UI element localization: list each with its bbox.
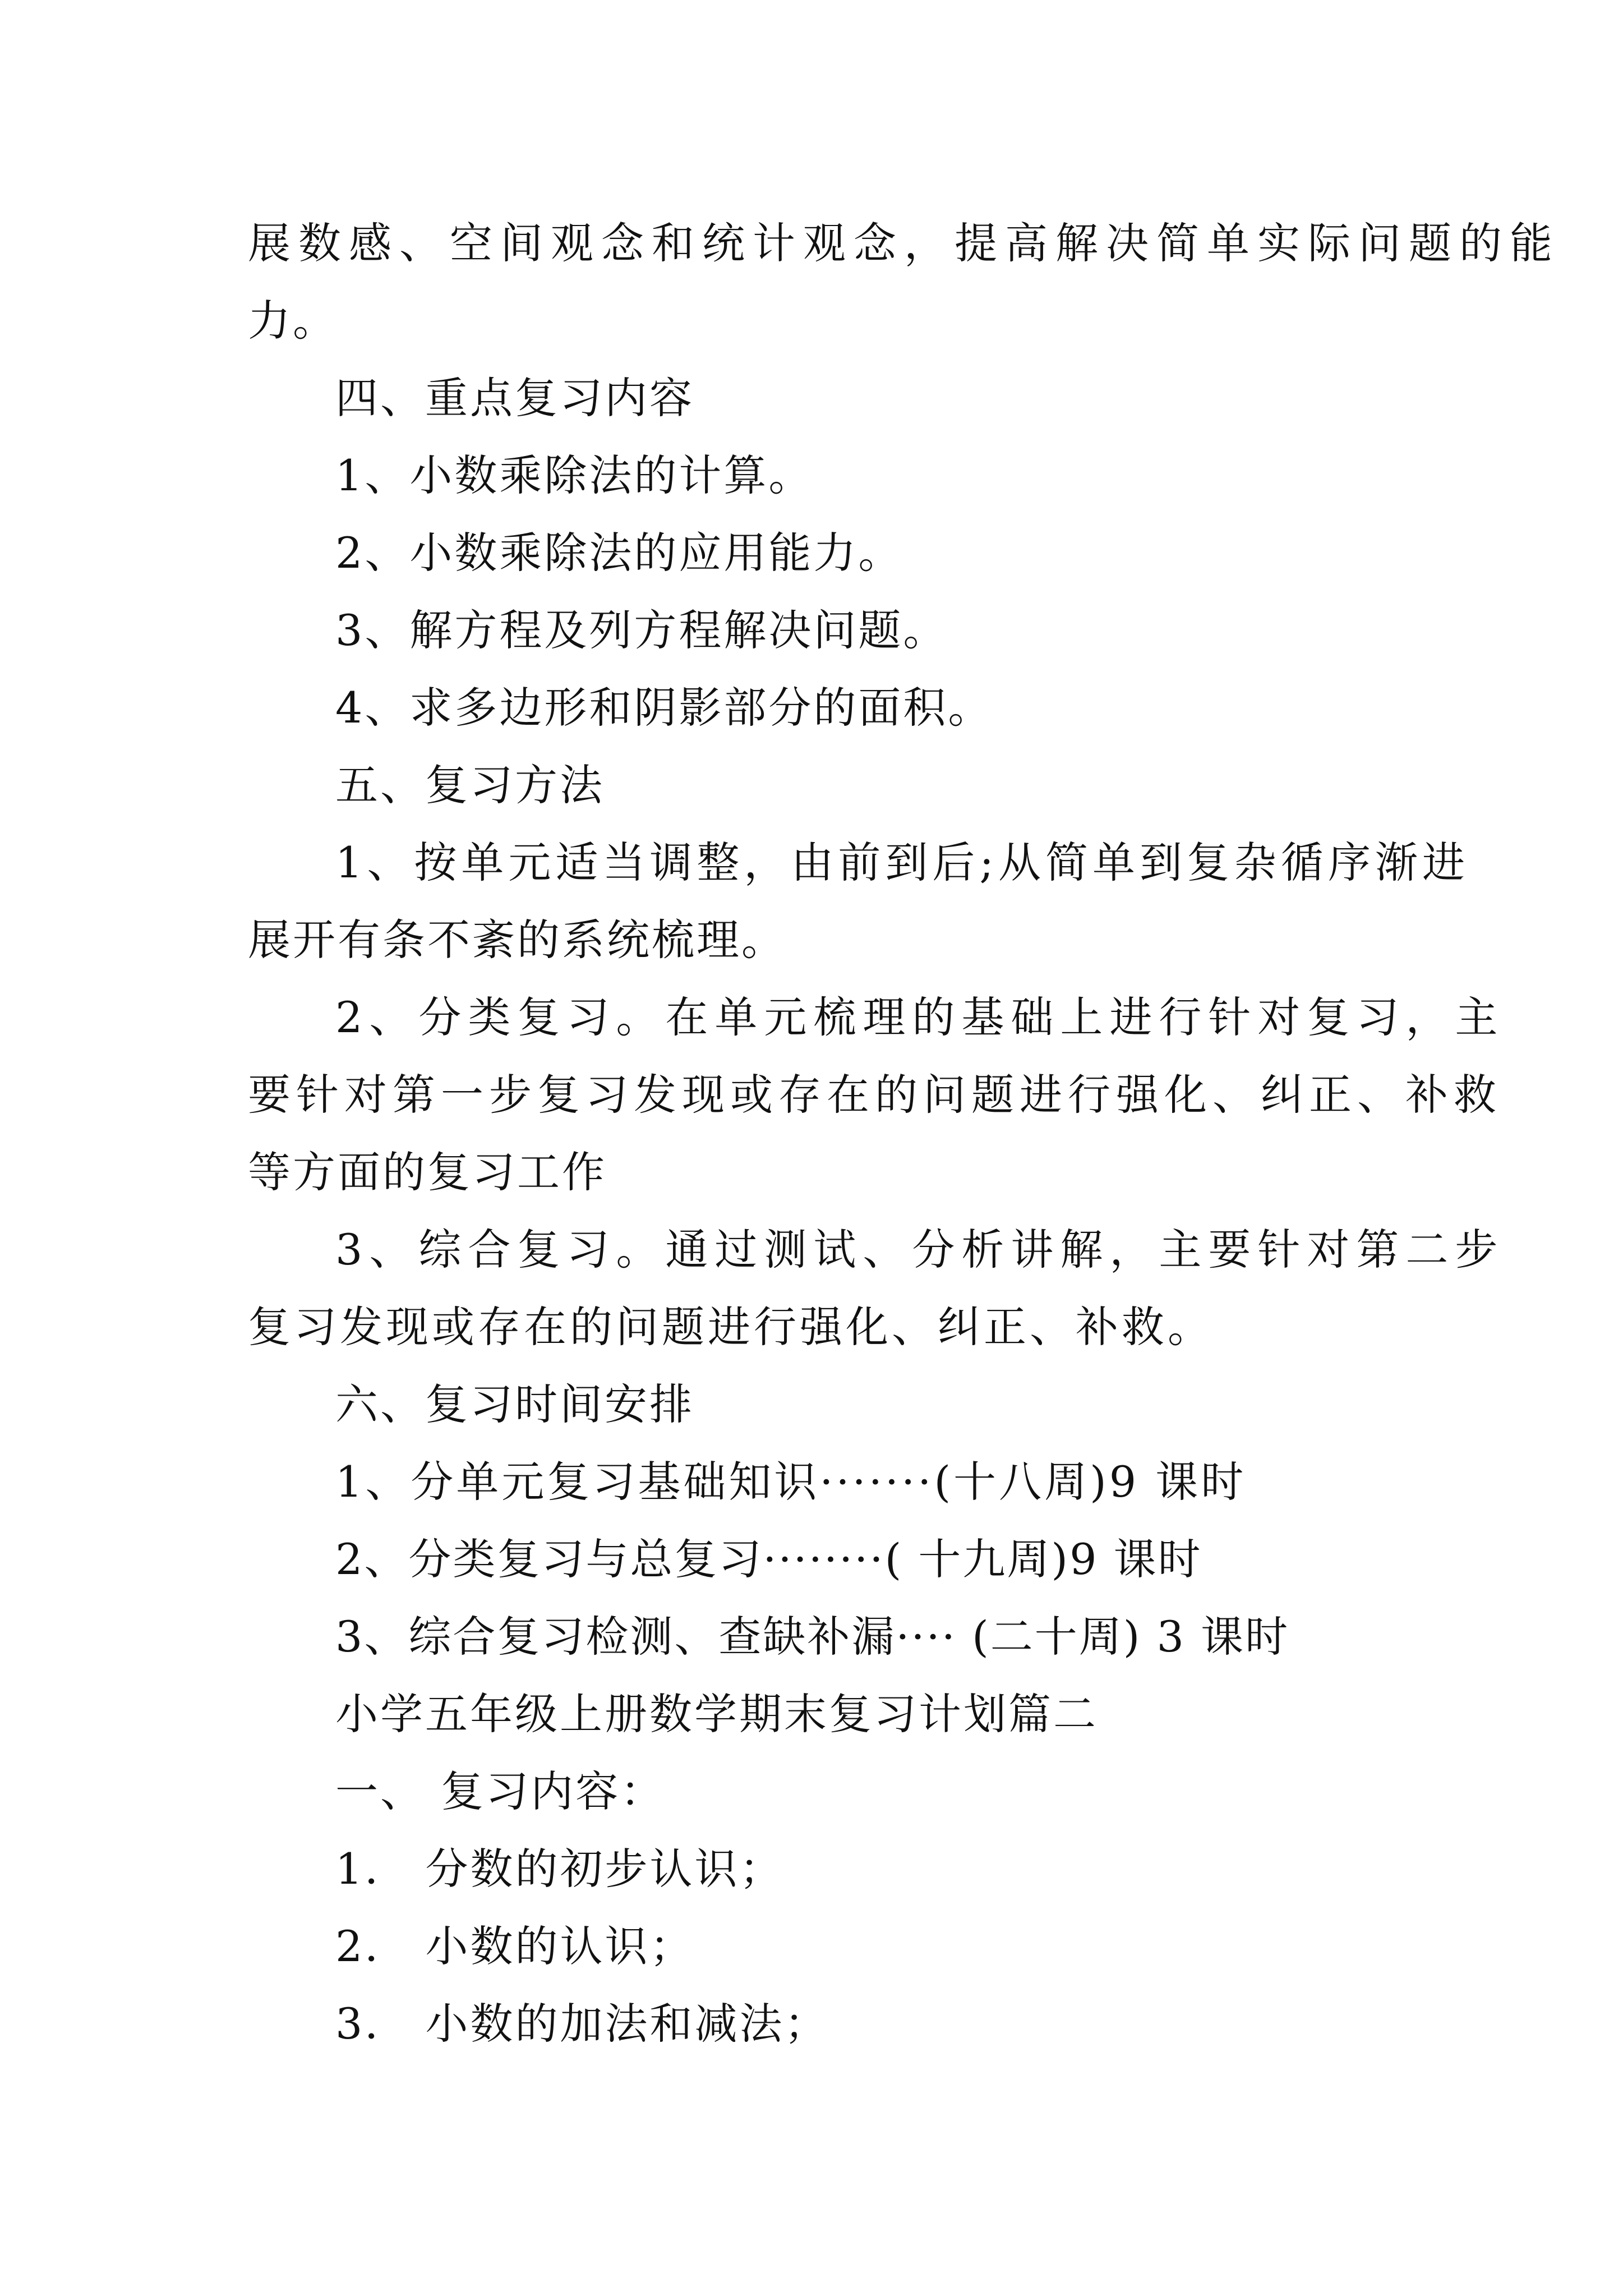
paragraph-line: 复习发现或存在的问题进行强化、纠正、补救。 [248, 1302, 1214, 1352]
schedule-item: 2、分类复习与总复习········( 十九周)9 课时 [335, 1534, 1202, 1584]
list-item: 2、小数乘除法的应用能力。 [335, 528, 903, 578]
list-item: 3． 小数的加法和减法； [335, 1999, 829, 2049]
list-item: 2． 小数的认识； [335, 1921, 695, 1971]
schedule-item: 3、综合复习检测、查缺补漏···· (二十周) 3 课时 [335, 1612, 1290, 1662]
section-heading: 四、重点复习内容 [335, 373, 694, 423]
section-heading: 一、 复习内容： [335, 1766, 666, 1816]
list-item: 4、求多边形和阴影部分的面积。 [335, 683, 993, 733]
section-heading: 五、复习方法 [335, 760, 605, 810]
paragraph-line: 力。 [248, 296, 338, 346]
paragraph-line: 等方面的复习工作 [248, 1147, 607, 1197]
paragraph-line: 展开有条不紊的系统梳理。 [248, 915, 786, 965]
paragraph-line: 1、按单元适当调整，由前到后;从简单到复杂循序渐进 [335, 838, 1469, 887]
paragraph-line: 要针对第一步复习发现或存在的问题进行强化、纠正、补救 [248, 1070, 1502, 1120]
paragraph-line: 2、分类复习。在单元梳理的基础上进行针对复习，主 [335, 992, 1505, 1042]
schedule-item: 1、分单元复习基础知识·······(十八周)9 课时 [335, 1457, 1247, 1507]
list-item: 1． 分数的初步认识； [335, 1844, 785, 1894]
list-item: 3、解方程及列方程解决问题。 [335, 605, 948, 655]
list-item: 1、小数乘除法的计算。 [335, 450, 814, 500]
document-subtitle: 小学五年级上册数学期末复习计划篇二 [335, 1689, 1098, 1739]
section-heading: 六、复习时间安排 [335, 1379, 694, 1429]
paragraph-line: 展数感、空间观念和统计观念，提高解决简单实际问题的能 [248, 218, 1560, 268]
paragraph-line: 3、综合复习。通过测试、分析讲解，主要针对第二步 [335, 1225, 1505, 1274]
